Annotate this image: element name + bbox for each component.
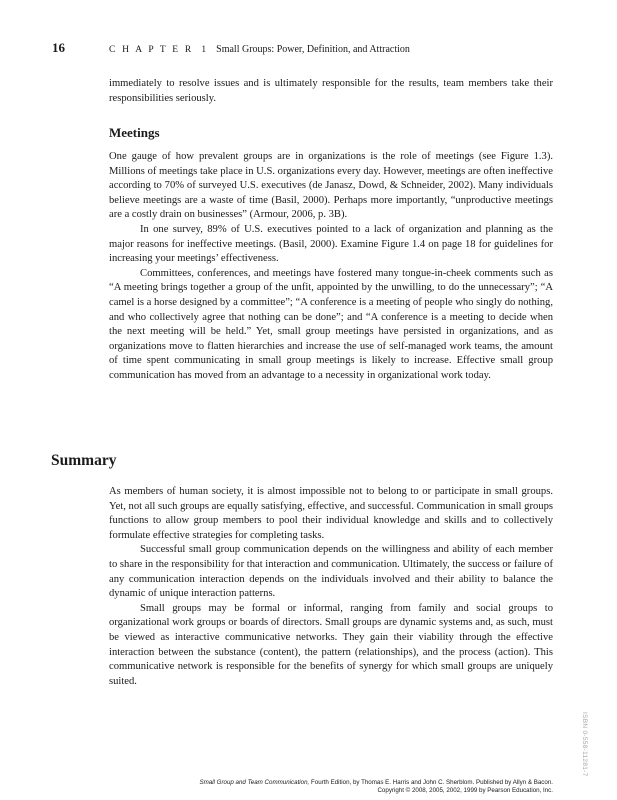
meetings-paragraph: In one survey, 89% of U.S. executives pointed to a lack of organization and planning as the major reasons for ineffective meetings. (Basil, 2000). Examine Figure 1.4 on page 18 for guidelines for increasing your meetings’ effectiveness.: [109, 223, 553, 265]
running-header: [52, 40, 587, 58]
footer-line-1: [110, 779, 553, 787]
intro-paragraph: immediately to resolve issues and is ultimately responsible for the results, team members take their responsibilities seriously.: [109, 78, 553, 104]
meetings-paragraph: One gauge of how prevalent groups are in organizations is the role of meetings (see Figure 1.3). Millions of meetings take place in U.S. organizations every day. However, meetings are often ineffective according to 70% of surveyed U.S. executives (de Janasz, Dowd, & Schneider, 2002). Many individuals believe meetings are a waste of time (Basil, 2000). Perhaps more importantly, “unproductive meetings are a costly drain on businesses” (Armour, 2006, p. 3B).: [109, 151, 553, 221]
summary-paragraph: Small groups may be formal or informal, ranging from family and social groups to organizational work groups or boards of directors. Small groups are dynamic systems and, as such, must be viewed as interactive communicative networks. They gain their viability through the effective interaction between the substance (content), the pattern (relationships), and the process (action). This communicative network is responsible for the benefits of synergy for which small groups are uniquely suited.: [109, 602, 553, 687]
page-number: 16: [52, 40, 65, 55]
chapter-number: 1: [201, 45, 207, 55]
summary-body: [109, 485, 553, 689]
chapter-title: Small Groups: Power, Definition, and Attraction: [216, 44, 410, 55]
summary-paragraph: Successful small group communication depends on the willingness and ability of each member to share in the responsibility for that interaction and communication. Ultimately, the success or failure of any communication interaction depends on the individuals involved and their ability to balance the dynamic of unique interaction patterns.: [109, 544, 553, 600]
footer-publication-info: Fourth Edition, by Thomas E. Harris and John C. Sherblom. Published by Allyn & Bacon.: [309, 779, 553, 786]
footer-copyright: Copyright © 2008, 2005, 2002, 1999 by Pearson Education, Inc.: [377, 787, 553, 794]
meetings-paragraph: Committees, conferences, and meetings have fostered many tongue-in-cheek comments such as “A meeting brings together a group of the unfit, appointed by the unwilling, to do the unnecessary”; “A camel is a horse designed by a committee”; “A conference is a meeting of people who singly do nothing, and who collectively agree that nothing can be done”; and “A conference is a meeting to decide when the next meeting will be held.” Yet, small group meetings have persisted in organizations, and as organizations move to flatten hierarchies and increase the use of self-managed work teams, the amount of time spent communicating in small group meetings is likely to increase. Effective small group communication has moved from an advantage to a necessity in organizational work today.: [109, 267, 553, 381]
summary-paragraph: As members of human society, it is almost impossible not to belong to or participate in small groups. Yet, not all such groups are equally satisfying, effective, and successful. Communication in small groups functions to allow group members to pool their individual knowledge and skills and to collectively formulate effective strategies for completing tasks.: [109, 486, 553, 541]
summary-heading: Summary: [51, 452, 117, 469]
chapter-label: C H A P T E R: [109, 45, 194, 55]
intro-paragraph-block: [109, 77, 553, 106]
meetings-heading: Meetings: [109, 125, 160, 140]
footer-book-title: Small Group and Team Communication,: [199, 779, 310, 786]
isbn-margin-text: ISBN 0-558-11281-7: [581, 712, 588, 777]
copyright-footer: [110, 779, 553, 795]
meetings-body: [109, 150, 553, 384]
